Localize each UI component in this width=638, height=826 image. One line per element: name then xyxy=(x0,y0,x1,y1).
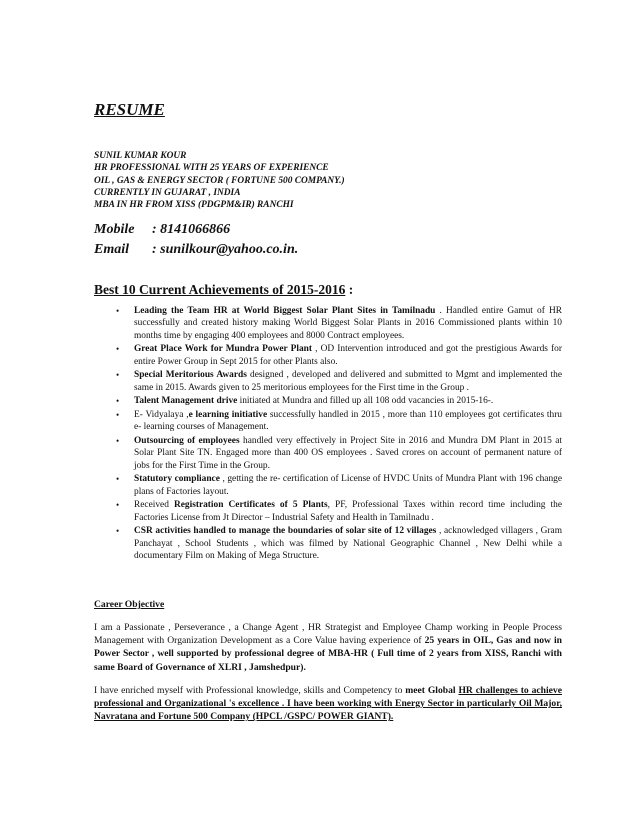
achievement-highlight: CSR activities handled to manage the boundaries of solar site of 12 villages xyxy=(134,526,437,537)
profile-line-location: CURRENTLY IN GUJARAT , INDIA xyxy=(94,187,241,198)
mobile-value: : 8141066866 xyxy=(152,222,231,237)
career-objective-paragraph xyxy=(94,621,562,674)
bullet-icon: • xyxy=(116,474,120,485)
career-objective-heading: Career Objective xyxy=(94,599,165,610)
bullet-icon: • xyxy=(116,306,120,316)
list-item xyxy=(116,395,562,407)
bullet-icon: • xyxy=(116,526,120,537)
achievement-highlight: Leading the Team HR at World Biggest Solar Plant Sites in Tamilnadu xyxy=(134,306,436,316)
bullet-icon: • xyxy=(116,410,120,420)
profile-line-education: MBA IN HR FROM XISS (PDGPM&IR) RANCHI xyxy=(94,200,294,211)
list-item xyxy=(116,525,562,562)
achievement-text: handled very effectively in Project Site in 2016 and Mundra DM Plant in 2015 at Solar Plant Site TN. Engaged more than 400 OS employees . Saved crores on account of permanent nature of jobs for the First Time in the Group. xyxy=(134,436,563,471)
bullet-icon: • xyxy=(116,370,120,381)
achievements-heading xyxy=(94,282,353,298)
paragraph-text: I have enriched myself with Professional knowledge, skills and Competency to xyxy=(94,685,406,696)
paragraph-highlight: 25 years in OIL, Gas and now in Power Sector , well supported by professional degree of MBA-HR ( Full time of 2 years from XISS, Ranchi with same Board of Governance of XLRI , Jamshedpur). xyxy=(94,635,563,673)
bullet-icon: • xyxy=(116,396,120,407)
list-item xyxy=(116,499,562,524)
list-item xyxy=(116,473,562,498)
achievement-text: , PF, Professional Taxes within record time including the Factories License from Jt Director – Industrial Safety and Health in Tamilnadu . xyxy=(134,500,562,523)
mobile-label: Mobile xyxy=(94,222,135,237)
candidate-name: SUNIL KUMAR KOUR xyxy=(94,151,187,161)
achievement-text: initiated at Mundra and filled up all 108 odd vacancies in 2015-16-. xyxy=(237,396,494,407)
achievement-prefix: Received xyxy=(134,500,174,511)
achievements-list xyxy=(116,305,562,564)
achievement-text: successfully handled in 2015 , more than 110 employees got certificates thru e- learning courses of Management. xyxy=(134,410,562,433)
bullet-icon: • xyxy=(116,500,120,511)
achievement-highlight: Special Meritorious Awards xyxy=(134,370,247,381)
achievement-text: , OD Intervention introduced and got the prestigious Awards for entire Power Group in Sept 2015 for other Plants also. xyxy=(134,344,562,367)
achievements-heading-suffix: : xyxy=(345,282,354,297)
achievement-highlight: e learning initiative xyxy=(188,410,268,420)
achievement-highlight: Registration Certificates of 5 Plants xyxy=(173,500,328,511)
list-item xyxy=(116,435,562,472)
page-title: RESUME xyxy=(94,100,165,119)
email-label: Email xyxy=(94,242,130,257)
enrichment-paragraph xyxy=(94,684,562,724)
achievement-prefix: E- Vidyalaya , xyxy=(134,410,189,420)
bullet-icon: • xyxy=(116,344,120,355)
achievement-highlight: Great Place Work for Mundra Power Plant xyxy=(134,344,312,355)
bullet-icon: • xyxy=(116,436,120,446)
achievements-heading-text: Best 10 Current Achievements of 2015-2016 xyxy=(94,282,346,297)
list-item xyxy=(116,343,562,368)
paragraph-highlight: meet Global xyxy=(405,685,459,696)
achievement-text: , getting the re- certification of License of HVDC Units of Mundra Plant with 196 change plans of Factories layout. xyxy=(134,474,563,497)
contact-block xyxy=(94,220,298,260)
achievement-text: . Handled entire Gamut of HR successfully and created history making World Biggest Solar Plants in 2016 Commissioned plants within 10 months time by engaging 400 employees and 8000 Contract employees. xyxy=(134,306,562,341)
achievement-highlight: Statutory compliance xyxy=(134,474,220,485)
achievement-highlight: Outsourcing of employees xyxy=(134,436,240,446)
list-item xyxy=(116,369,562,394)
paragraph-text: I am a Passionate , Perseverance , a Change Agent , HR Strategist and Employee Champ working in People Process Management with Organization Development as a Core Value having experience of xyxy=(94,622,562,647)
list-item xyxy=(116,305,562,342)
email-row xyxy=(94,240,298,260)
profile-line-sector: OIL , GAS & ENERGY SECTOR ( FORTUNE 500 COMPANY.) xyxy=(94,175,345,186)
email-value: : sunilkour@yahoo.co.in. xyxy=(152,242,299,257)
paragraph-underlined-highlight: HR challenges to achieve professional and Organizational 's excellence . I have been working with Energy Sector in particularly Oil Major, Navratana and Fortune 500 Company (HPCL /GSPC/ POWER GIANT). xyxy=(94,685,562,723)
profile-header xyxy=(94,150,345,211)
profile-line-experience: HR PROFESSIONAL WITH 25 YEARS OF EXPERIENCE xyxy=(94,163,329,174)
achievement-text: designed , developed and delivered and submitted to Mgmt and implemented the same in 2015. Awards given to 25 meritorious employees for the First time in the Group . xyxy=(134,370,562,393)
achievement-highlight: Talent Management drive xyxy=(134,396,238,407)
list-item xyxy=(116,409,562,434)
mobile-row xyxy=(94,220,298,240)
achievement-text: , acknowledged villagers , Gram Panchayat , School Students , which was filmed by National Geographic Channel , New Delhi while a documentary Film on Making of Mega Structure. xyxy=(134,526,562,562)
